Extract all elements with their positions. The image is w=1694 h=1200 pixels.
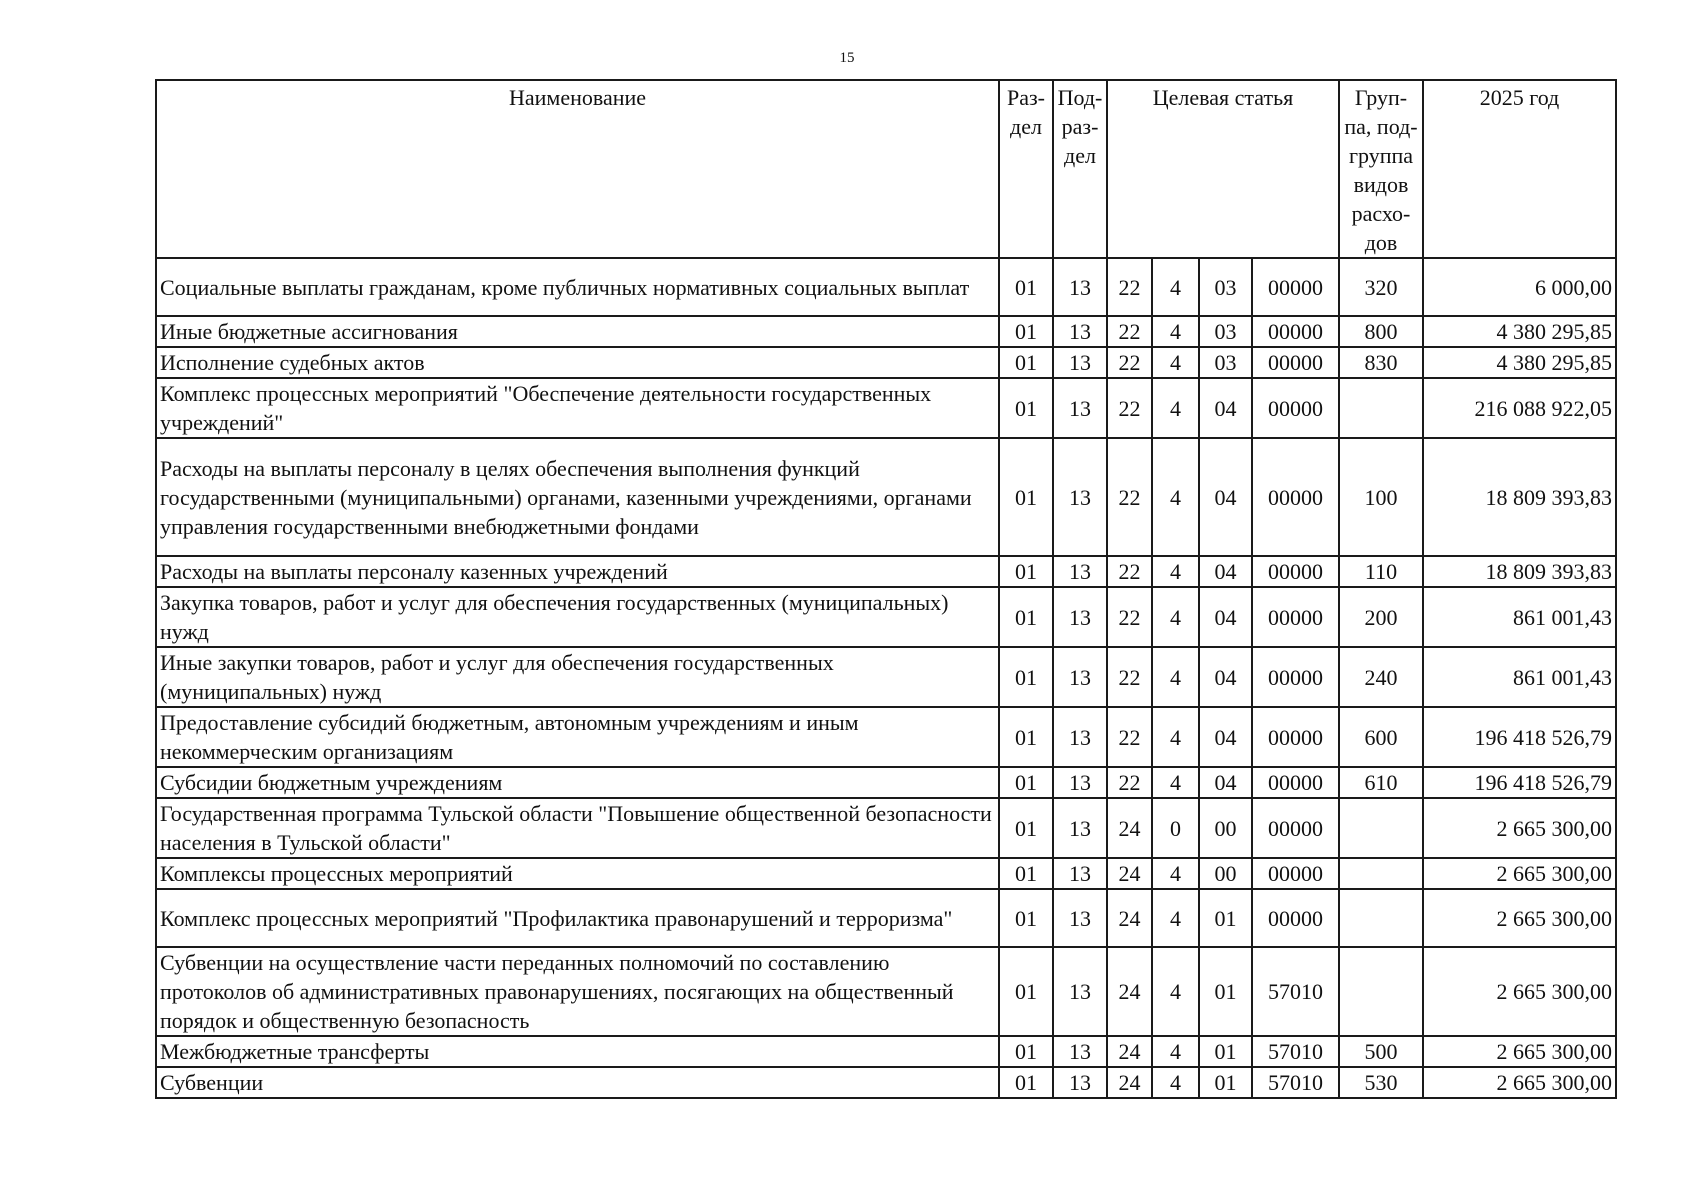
row-target-type: 4 (1152, 858, 1199, 889)
row-podrazdel: 13 (1053, 947, 1107, 1036)
table-row (156, 1036, 1616, 1067)
row-podrazdel: 13 (1053, 258, 1107, 316)
row-name: Предоставление субсидий бюджетным, автономным учреждениям и иным некоммерческим организациям (156, 707, 999, 767)
row-razdel: 01 (999, 587, 1053, 647)
row-target-direction: 00000 (1252, 889, 1339, 947)
row-podrazdel: 13 (1053, 1036, 1107, 1067)
row-razdel: 01 (999, 798, 1053, 858)
row-target-type: 4 (1152, 438, 1199, 556)
row-target-program: 24 (1107, 947, 1152, 1036)
row-target-program: 22 (1107, 647, 1152, 707)
header-year: 2025 год (1423, 80, 1616, 258)
row-name: Социальные выплаты гражданам, кроме публичных нормативных социальных выплат (156, 258, 999, 316)
row-amount: 4 380 295,85 (1423, 316, 1616, 347)
row-expense-type: 320 (1339, 258, 1423, 316)
table-row (156, 438, 1616, 556)
table-row (156, 858, 1616, 889)
table-row (156, 647, 1616, 707)
row-target-direction: 00000 (1252, 858, 1339, 889)
row-razdel: 01 (999, 767, 1053, 798)
row-target-type: 4 (1152, 1067, 1199, 1098)
row-target-program: 22 (1107, 587, 1152, 647)
row-name: Расходы на выплаты персоналу в целях обеспечения выполнения функций государственными (муниципальными) органами, казенными учреждениями, органами управления государственными внебюджетными фондами (156, 438, 999, 556)
row-amount: 196 418 526,79 (1423, 707, 1616, 767)
row-target-type: 4 (1152, 347, 1199, 378)
row-target-program: 24 (1107, 889, 1152, 947)
row-podrazdel: 13 (1053, 438, 1107, 556)
row-name: Комплекс процессных мероприятий "Обеспечение деятельности государственных учреждений" (156, 378, 999, 438)
row-razdel: 01 (999, 647, 1053, 707)
row-razdel: 01 (999, 1067, 1053, 1098)
row-target-direction: 00000 (1252, 707, 1339, 767)
row-amount: 2 665 300,00 (1423, 947, 1616, 1036)
row-podrazdel: 13 (1053, 798, 1107, 858)
row-target-direction: 00000 (1252, 587, 1339, 647)
row-target-program: 22 (1107, 258, 1152, 316)
row-target-direction: 57010 (1252, 947, 1339, 1036)
row-name: Закупка товаров, работ и услуг для обеспечения государственных (муниципальных) нужд (156, 587, 999, 647)
row-podrazdel: 13 (1053, 767, 1107, 798)
row-razdel: 01 (999, 316, 1053, 347)
row-name: Государственная программа Тульской области "Повышение общественной безопасности населения в Тульской области" (156, 798, 999, 858)
table-row (156, 347, 1616, 378)
row-target-direction: 00000 (1252, 347, 1339, 378)
table-row (156, 947, 1616, 1036)
table-row (156, 767, 1616, 798)
row-amount: 861 001,43 (1423, 647, 1616, 707)
row-target-direction: 00000 (1252, 767, 1339, 798)
row-expense-type: 500 (1339, 1036, 1423, 1067)
row-target-complex: 04 (1199, 587, 1252, 647)
row-target-complex: 01 (1199, 1067, 1252, 1098)
table-row (156, 707, 1616, 767)
row-podrazdel: 13 (1053, 1067, 1107, 1098)
table-header-row (156, 80, 1616, 258)
row-podrazdel: 13 (1053, 858, 1107, 889)
row-expense-type: 600 (1339, 707, 1423, 767)
row-target-program: 22 (1107, 767, 1152, 798)
row-name: Субсидии бюджетным учреждениям (156, 767, 999, 798)
row-name: Иные бюджетные ассигнования (156, 316, 999, 347)
row-podrazdel: 13 (1053, 556, 1107, 587)
row-amount: 2 665 300,00 (1423, 858, 1616, 889)
row-target-complex: 01 (1199, 889, 1252, 947)
row-expense-type: 110 (1339, 556, 1423, 587)
row-target-type: 4 (1152, 707, 1199, 767)
header-expense-group: Груп-па, под-группа видов расхо-дов (1339, 80, 1423, 258)
row-amount: 4 380 295,85 (1423, 347, 1616, 378)
row-target-type: 4 (1152, 647, 1199, 707)
row-target-direction: 57010 (1252, 1036, 1339, 1067)
row-amount: 6 000,00 (1423, 258, 1616, 316)
row-target-type: 4 (1152, 767, 1199, 798)
row-target-program: 24 (1107, 798, 1152, 858)
row-target-complex: 04 (1199, 378, 1252, 438)
row-name: Расходы на выплаты персоналу казенных учреждений (156, 556, 999, 587)
row-expense-type (1339, 947, 1423, 1036)
row-target-complex: 01 (1199, 947, 1252, 1036)
row-expense-type: 240 (1339, 647, 1423, 707)
row-razdel: 01 (999, 858, 1053, 889)
row-target-complex: 03 (1199, 258, 1252, 316)
header-razdel: Раз-дел (999, 80, 1053, 258)
table-row (156, 556, 1616, 587)
row-expense-type: 530 (1339, 1067, 1423, 1098)
row-target-type: 4 (1152, 1036, 1199, 1067)
header-podrazdel: Под-раз-дел (1053, 80, 1107, 258)
table-row (156, 258, 1616, 316)
row-target-type: 4 (1152, 556, 1199, 587)
row-target-program: 22 (1107, 556, 1152, 587)
row-amount: 18 809 393,83 (1423, 556, 1616, 587)
row-target-complex: 00 (1199, 798, 1252, 858)
row-target-type: 4 (1152, 258, 1199, 316)
row-target-type: 4 (1152, 947, 1199, 1036)
row-target-type: 0 (1152, 798, 1199, 858)
row-target-type: 4 (1152, 587, 1199, 647)
row-expense-type: 800 (1339, 316, 1423, 347)
row-target-direction: 00000 (1252, 316, 1339, 347)
row-target-program: 24 (1107, 1036, 1152, 1067)
row-razdel: 01 (999, 947, 1053, 1036)
row-target-complex: 04 (1199, 438, 1252, 556)
row-target-complex: 04 (1199, 707, 1252, 767)
row-expense-type (1339, 858, 1423, 889)
row-expense-type (1339, 889, 1423, 947)
row-podrazdel: 13 (1053, 316, 1107, 347)
row-amount: 2 665 300,00 (1423, 1067, 1616, 1098)
row-expense-type: 200 (1339, 587, 1423, 647)
row-target-complex: 04 (1199, 556, 1252, 587)
table-row (156, 1067, 1616, 1098)
row-expense-type: 610 (1339, 767, 1423, 798)
row-target-program: 22 (1107, 347, 1152, 378)
row-target-type: 4 (1152, 378, 1199, 438)
header-target-article: Целевая статья (1107, 80, 1339, 258)
row-razdel: 01 (999, 556, 1053, 587)
row-target-program: 22 (1107, 378, 1152, 438)
row-target-direction: 00000 (1252, 378, 1339, 438)
row-amount: 2 665 300,00 (1423, 1036, 1616, 1067)
row-razdel: 01 (999, 347, 1053, 378)
row-name: Субвенции (156, 1067, 999, 1098)
row-target-program: 24 (1107, 1067, 1152, 1098)
row-expense-type: 830 (1339, 347, 1423, 378)
table-row (156, 798, 1616, 858)
row-amount: 861 001,43 (1423, 587, 1616, 647)
row-target-program: 22 (1107, 438, 1152, 556)
row-expense-type (1339, 798, 1423, 858)
row-podrazdel: 13 (1053, 587, 1107, 647)
row-expense-type: 100 (1339, 438, 1423, 556)
page-number: 15 (839, 50, 855, 66)
row-expense-type (1339, 378, 1423, 438)
row-target-complex: 01 (1199, 1036, 1252, 1067)
row-target-complex: 00 (1199, 858, 1252, 889)
row-name: Комплекс процессных мероприятий "Профилактика правонарушений и терроризма" (156, 889, 999, 947)
row-razdel: 01 (999, 378, 1053, 438)
row-target-complex: 03 (1199, 316, 1252, 347)
row-target-program: 22 (1107, 707, 1152, 767)
budget-table (155, 79, 1617, 1099)
row-name: Комплексы процессных мероприятий (156, 858, 999, 889)
row-razdel: 01 (999, 707, 1053, 767)
row-target-program: 22 (1107, 316, 1152, 347)
row-podrazdel: 13 (1053, 707, 1107, 767)
row-name: Субвенции на осуществление части переданных полномочий по составлению протоколов об административных правонарушениях, посягающих на общественный порядок и общественную безопасность (156, 947, 999, 1036)
row-name: Межбюджетные трансферты (156, 1036, 999, 1067)
row-podrazdel: 13 (1053, 889, 1107, 947)
row-target-direction: 00000 (1252, 438, 1339, 556)
row-podrazdel: 13 (1053, 647, 1107, 707)
table-row (156, 889, 1616, 947)
row-razdel: 01 (999, 258, 1053, 316)
row-target-program: 24 (1107, 858, 1152, 889)
row-target-type: 4 (1152, 316, 1199, 347)
row-amount: 2 665 300,00 (1423, 798, 1616, 858)
row-target-direction: 00000 (1252, 798, 1339, 858)
row-amount: 2 665 300,00 (1423, 889, 1616, 947)
row-podrazdel: 13 (1053, 347, 1107, 378)
row-podrazdel: 13 (1053, 378, 1107, 438)
row-amount: 18 809 393,83 (1423, 438, 1616, 556)
row-target-complex: 04 (1199, 767, 1252, 798)
table-row (156, 316, 1616, 347)
row-amount: 216 088 922,05 (1423, 378, 1616, 438)
row-target-direction: 00000 (1252, 258, 1339, 316)
table-row (156, 587, 1616, 647)
row-razdel: 01 (999, 1036, 1053, 1067)
row-razdel: 01 (999, 438, 1053, 556)
table-row (156, 378, 1616, 438)
row-target-complex: 04 (1199, 647, 1252, 707)
row-razdel: 01 (999, 889, 1053, 947)
row-amount: 196 418 526,79 (1423, 767, 1616, 798)
row-name: Исполнение судебных актов (156, 347, 999, 378)
row-target-direction: 00000 (1252, 647, 1339, 707)
row-name: Иные закупки товаров, работ и услуг для обеспечения государственных (муниципальных) нужд (156, 647, 999, 707)
row-target-type: 4 (1152, 889, 1199, 947)
row-target-direction: 00000 (1252, 556, 1339, 587)
header-name: Наименование (156, 80, 999, 258)
row-target-direction: 57010 (1252, 1067, 1339, 1098)
row-target-complex: 03 (1199, 347, 1252, 378)
